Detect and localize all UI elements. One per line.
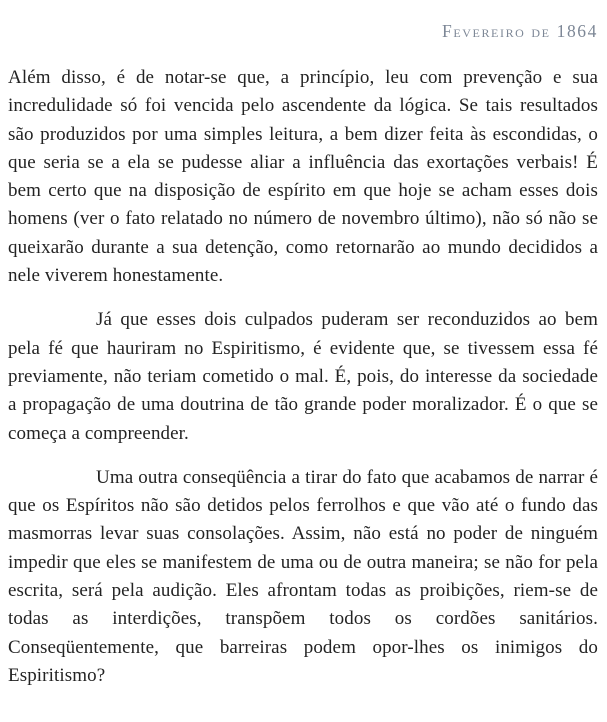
paragraph-3: Uma outra conseqüência a tirar do fato que acabamos de narrar é que os Espíritos não são detidos pelos ferrolhos e que vão até o fundo das masmorras levar suas consolações. Assim, não está no poder de ninguém impedir que eles se manifestem de uma ou de outra maneira; se não for pela escrita, será pela audição. Eles afrontam todas as proibições, riem-se de todas as interdições, transpõem todos os cordões sanitários. Conseqüentemente, que barreiras podem opor-lhes os inimigos do Espiritismo? xyxy=(8,466,598,686)
paragraph-1: Além disso, é de notar-se que, a princípio, leu com prevenção e sua incredulidade só foi vencida pelo ascendente da lógica. Se tais resultados são produzidos por uma simples leitura, a bem dizer feita às escondidas, o que seria se a ela se pudesse aliar a influência das exortações verbais! É bem certo que na disposição de espírito em que hoje se acham esses dois homens (ver o fato relatado no número de novembro último), não só não se queixarão durante a sua detenção, como retornarão ao mundo decididos a nele viverem honestamente. xyxy=(8,67,598,287)
paragraph-2: Já que esses dois culpados puderam ser reconduzidos ao bem pela fé que hauriram no Espiritismo, é evidente que, se tivessem essa fé previamente, não teriam cometido o mal. É, pois, do interesse da sociedade a propagação de uma doutrina de tão grande poder moralizador. É o que se começa a compreender. xyxy=(8,309,598,444)
running-header: Fevereiro de 1864 xyxy=(441,21,598,41)
page-body xyxy=(8,64,598,690)
